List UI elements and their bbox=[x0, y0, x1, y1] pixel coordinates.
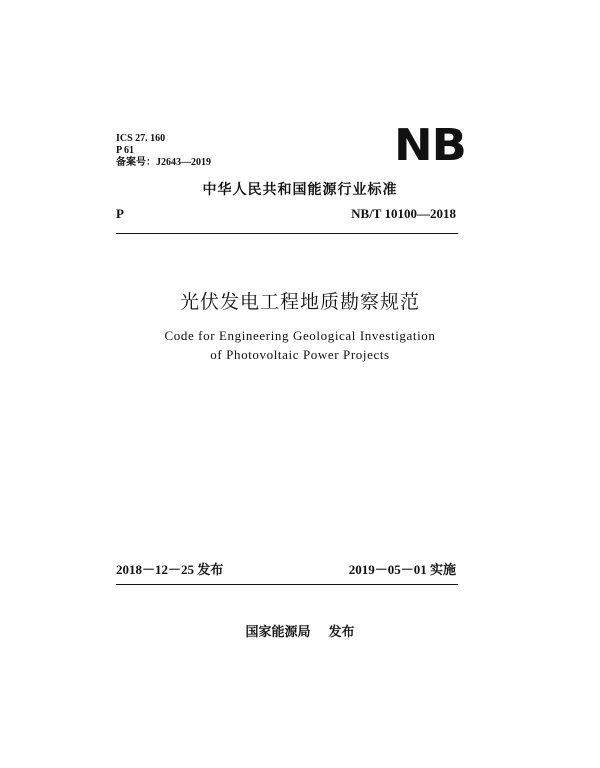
top-divider bbox=[116, 233, 458, 234]
issue-date: 2018－12－25 发布 bbox=[116, 562, 224, 577]
document-title-en-line2: of Photovoltaic Power Projects bbox=[210, 347, 390, 362]
filing-number: 备案号：J2643—2019 bbox=[116, 157, 211, 168]
publisher: 国家能源局 发布 bbox=[245, 625, 355, 640]
nb-logo: NB bbox=[394, 120, 466, 171]
standard-number: NB/T 10100—2018 bbox=[351, 206, 456, 221]
implementation-date: 2019－05－01 实施 bbox=[348, 562, 456, 577]
document-title-cn: 光伏发电工程地质勘察规范 bbox=[179, 291, 420, 313]
ccs-code: P 61 bbox=[116, 145, 135, 156]
document-title-en-line1: Code for Engineering Geological Investigation bbox=[164, 328, 436, 343]
bottom-divider bbox=[116, 584, 458, 585]
standard-category-title: 中华人民共和国能源行业标准 bbox=[202, 182, 398, 198]
document-codes bbox=[116, 133, 211, 169]
classification-code: P bbox=[116, 206, 124, 221]
ics-code: ICS 27. 160 bbox=[116, 133, 166, 144]
